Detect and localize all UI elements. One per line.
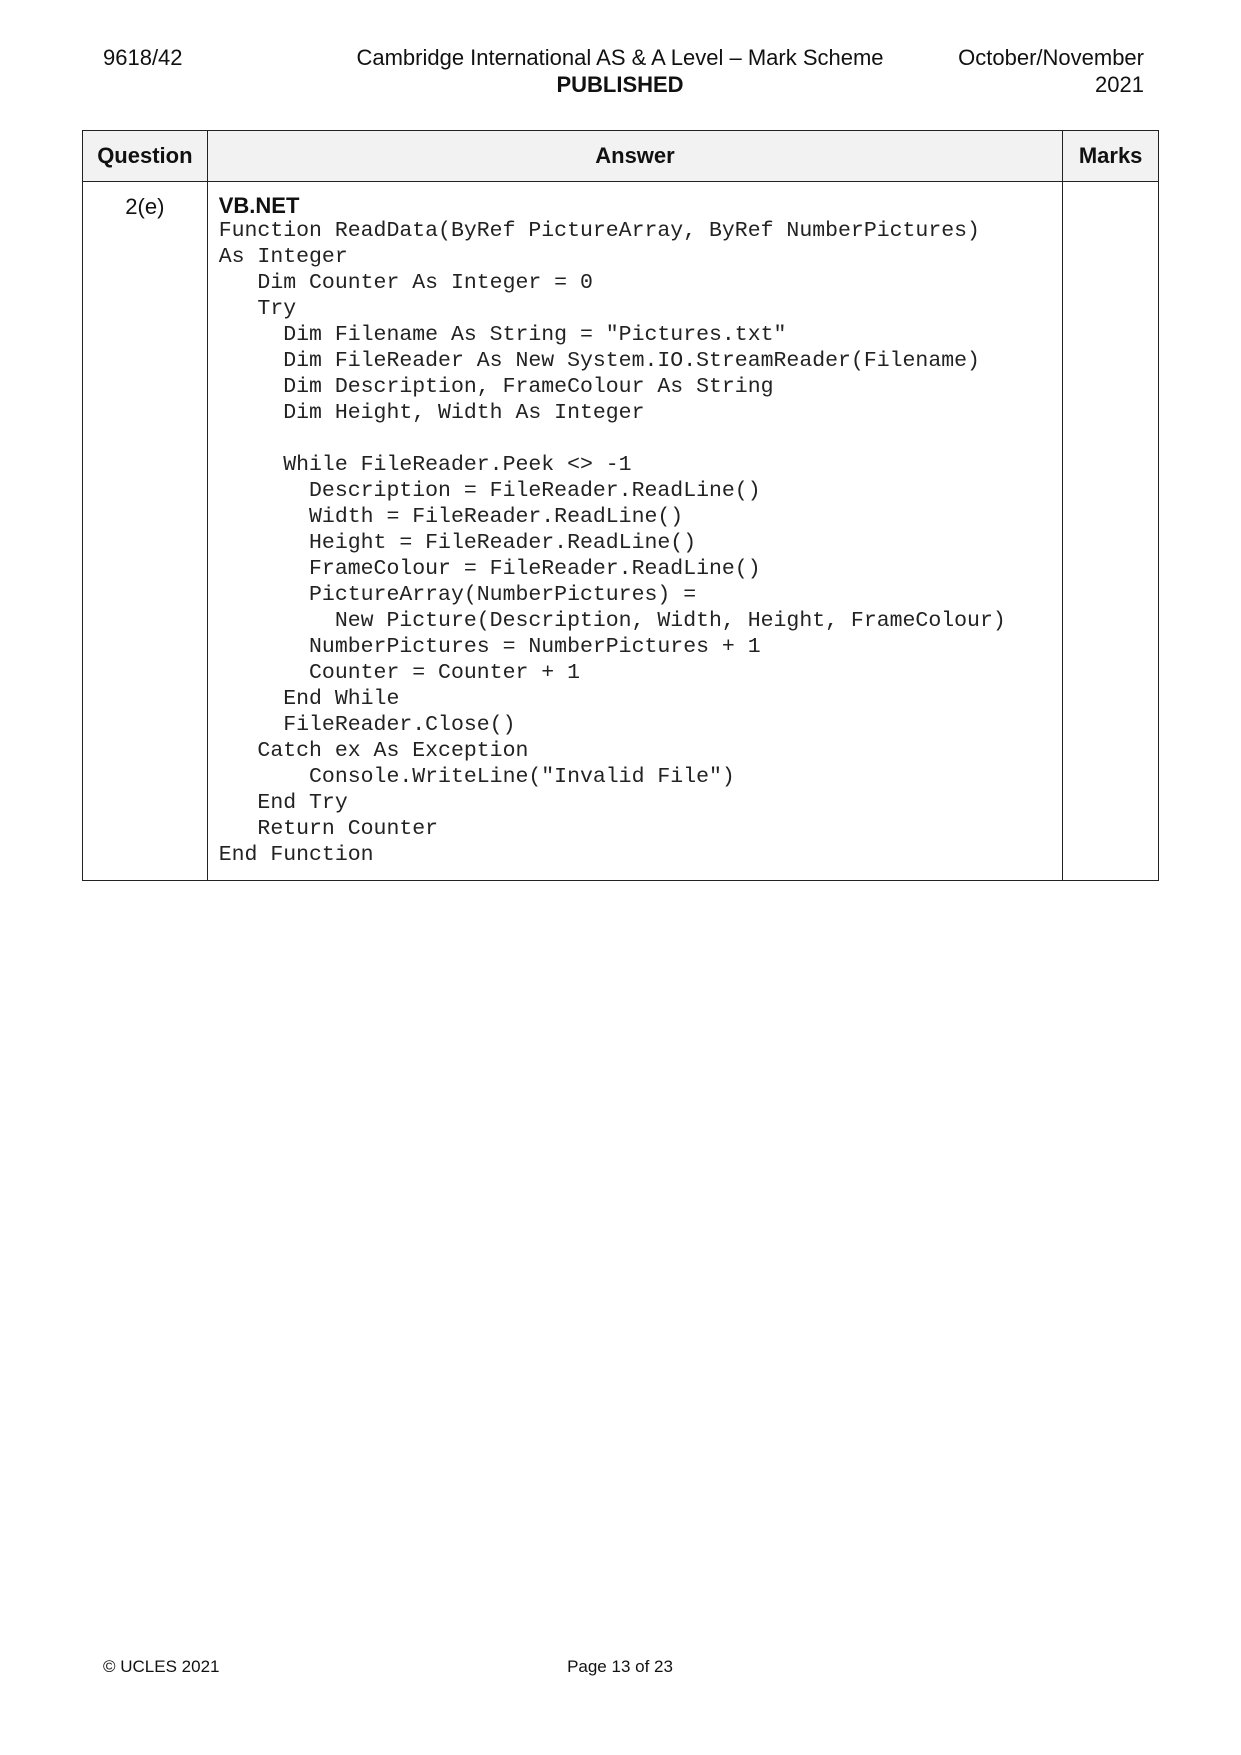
page-number: Page 13 of 23 (567, 1657, 673, 1676)
table-row (83, 182, 1159, 881)
published-label: PUBLISHED (556, 72, 684, 97)
copyright: © UCLES 2021 (103, 1657, 220, 1676)
column-header-question: Question (83, 131, 208, 182)
column-header-marks: Marks (1063, 131, 1159, 182)
marks-cell (1063, 182, 1159, 881)
exam-session (958, 44, 1144, 98)
table-header-row (83, 131, 1159, 182)
session-year: 2021 (1095, 72, 1144, 97)
header-center (330, 44, 910, 98)
mark-scheme-table (82, 130, 1159, 881)
language-label: VB.NET (218, 193, 300, 218)
answer-cell (207, 182, 1063, 881)
code-listing: Function ReadData(ByRef PictureArray, ByRef NumberPictures) As Integer Dim Counter As Integer = 0 Try Dim Filename As String = "Pictures.txt" Dim FileReader As New System.IO.StreamReader(Filename) Dim Description, FrameColour As String Dim Height, Width As Integer While FileReader.Peek <> -1 Description = FileReader.ReadLine() Width = FileReader.ReadLine() Height = FileReader.ReadLine() FrameColour = FileReader.ReadLine() PictureArray(NumberPictures) = New Picture(Description, Width, Height, FrameColour) NumberPictures = NumberPictures + 1 Counter = Counter + 1 End While FileReader.Close() Catch ex As Exception Console.WriteLine("Invalid File") End Try Return Counter End Function (218, 219, 1006, 867)
document-title: Cambridge International AS & A Level – Mark Scheme (356, 45, 884, 70)
question-number: 2(e) (83, 182, 208, 881)
session-month: October/November (958, 45, 1144, 70)
column-header-answer: Answer (207, 131, 1063, 182)
paper-code: 9618/42 (103, 45, 183, 70)
